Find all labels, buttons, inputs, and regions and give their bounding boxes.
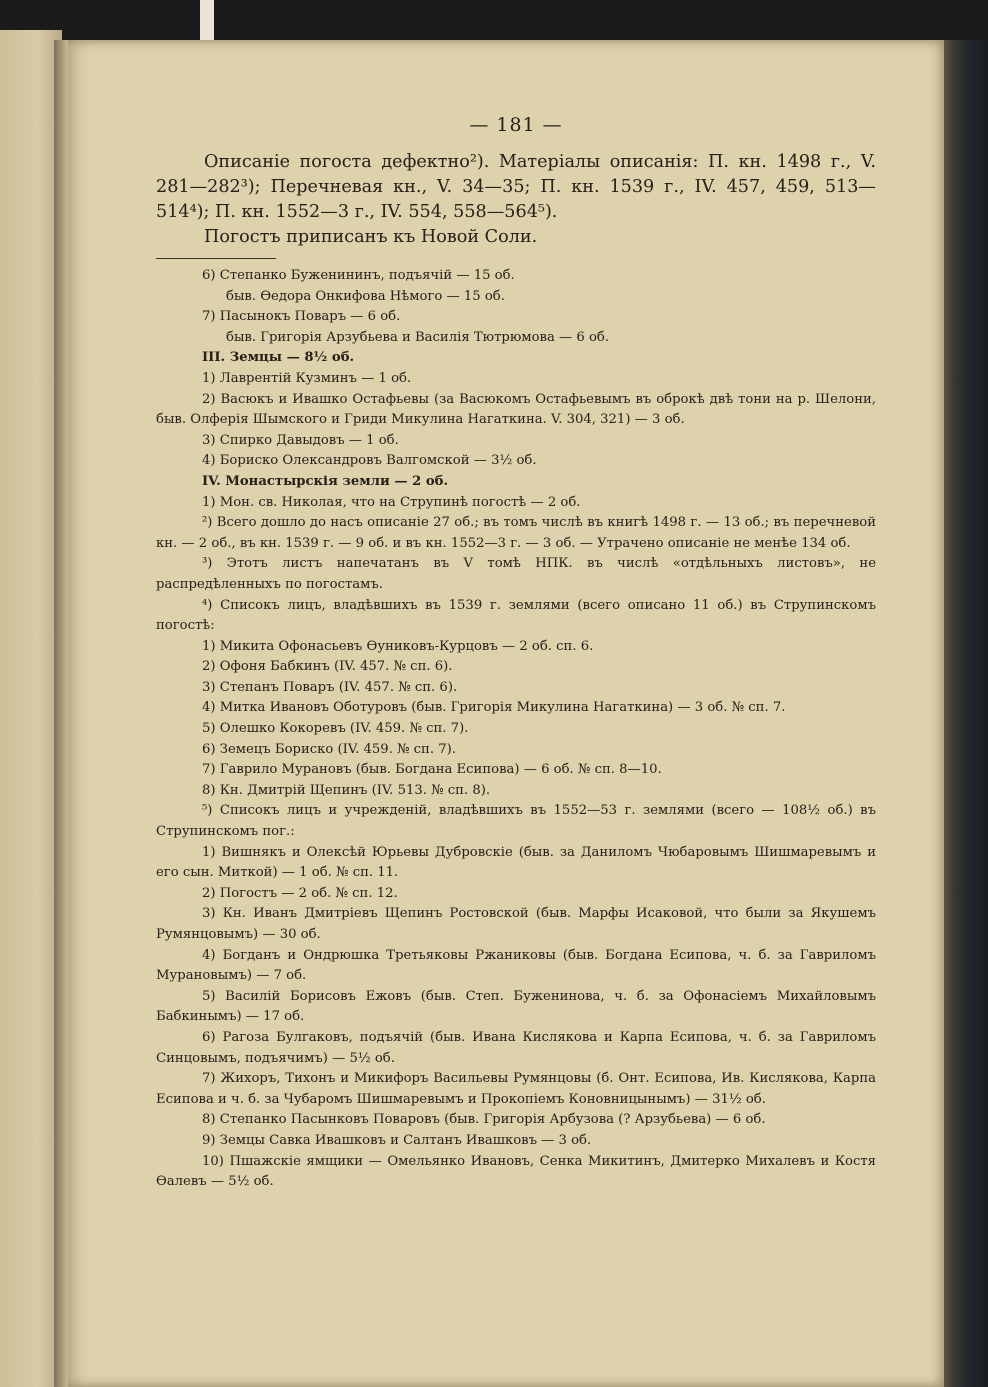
footnote-line: ⁵) Списокъ лицъ и учрежденій, владѣвшихъ въ 1552—53 г. землями (всего — 108½ об.) въ Струпинскомъ пог.: [156, 803, 876, 840]
footnote-line: 1) Лаврентій Кузминъ — 1 об. [202, 370, 412, 386]
footnote-line: 5) Олешко Кокоревъ (IV. 459. № сп. 7). [202, 721, 469, 737]
description-paragraph: Описаніе погоста дефектно²). Матеріалы описанія: П. кн. 1498 г., V. 281—282³); Перечневая кн., V. 34—35; П. кн. 1539 г., IV. 457, 459, 513—514⁴); П. кн. 1552—3 г., IV. 554, 558—564⁵). [156, 152, 876, 222]
footnote-line: 1) Вишнякъ и Олексѣй Юрьевы Дубровскіе (быв. за Даниломъ Чюбаровымъ Шишмаревымъ и его сын. Миткой) — 1 об. № сп. 11. [156, 844, 876, 881]
footnote-line: 6) Рагоза Булгаковъ, подъячій (быв. Ивана Кислякова и Карпа Есипова, ч. б. за Гавриломъ Синцовымъ, подъячимъ) — 5½ об. [156, 1029, 876, 1066]
footnote-line: 7) Пасынокъ Поваръ — 6 об. [202, 309, 401, 325]
footnote-line: 1) Микита Офонасьевъ Ѳуниковъ-Курцовъ — 2 об. сп. 6. [202, 638, 594, 654]
footnote-line: 4) Богданъ и Ондрюшка Третьяковы Ржаниковы (быв. Богдана Есипова, ч. б. за Гавриломъ Мурановымъ) — 7 об. [156, 947, 876, 984]
footnotes [156, 266, 876, 1193]
footnote-line: 6) Степанко Буженининъ, подъячій — 15 об. [202, 268, 515, 283]
main-text [156, 150, 876, 250]
page-number: — 181 — [469, 114, 563, 136]
footnote-line: 3) Спирко Давыдовъ — 1 об. [202, 432, 399, 448]
footnote-line: 10) Пшажскіе ямщики — Омельянко Ивановъ, Сенка Микитинъ, Дмитерко Михалевъ и Костя Ѳалевъ — 5½ об. [156, 1153, 876, 1190]
footnote-line: 2) Васюкъ и Ивашко Остафьевы (за Васюкомъ Остафьевымъ въ оброкѣ двѣ тони на р. Шелони, быв. Олферія Шымского и Гриди Микулина Нагаткина. V. 304, 321) — 3 об. [156, 391, 876, 428]
left-page-edge [200, 0, 214, 40]
footnote-line: 2) Погостъ — 2 об. № сп. 12. [202, 885, 398, 901]
footnote-line: 3) Степанъ Поваръ (IV. 457. № сп. 6). [202, 679, 458, 695]
footnote-line: 9) Земцы Савка Ивашковъ и Салтанъ Ивашковъ — 3 об. [202, 1132, 592, 1148]
footnote-line: 1) Мон. св. Николая, что на Струпинѣ погостѣ — 2 об. [202, 494, 581, 510]
book-page [68, 40, 944, 1387]
footnote-line: 8) Степанко Пасынковъ Поваровъ (быв. Григорія Арбузова (? Арзубьева) — 6 об. [202, 1112, 766, 1128]
footnote-line: 7) Жихоръ, Тихонъ и Микифоръ Васильевы Румянцовы (б. Онт. Есипова, Ив. Кислякова, Карпа Есипова и ч. б. за Чубаромъ Шишмаревымъ и Прокопіемъ Коновницынымъ) — 31½ об. [156, 1071, 876, 1107]
footnote-line: 5) Василій Борисовъ Ежовъ (быв. Степ. Буженинова, ч. б. за Офонасіемъ Михайловымъ Бабкинымъ) — 17 об. [156, 988, 876, 1025]
footnote-line: 7) Гаврило Мурановъ (быв. Богдана Есипова) — 6 об. № сп. 8—10. [202, 762, 662, 778]
footnote-line: 4) Митка Ивановъ Оботуровъ (быв. Григорія Микулина Нагаткина) — 3 об. № сп. 7. [202, 700, 786, 716]
book-background-top [0, 0, 988, 40]
footnote-line: 4) Бориско Олександровъ Валгомской — 3½ об. [202, 453, 537, 469]
footnote-divider [156, 258, 276, 259]
footnote-line: 6) Земецъ Бориско (IV. 459. № сп. 7). [202, 741, 456, 757]
section-heading: IV. Монастырскія земли — 2 об. [202, 473, 449, 489]
footnote-line: ²) Всего дошло до насъ описаніе 27 об.; въ томъ числѣ въ книгѣ 1498 г. — 13 об.; въ перечневой кн. — 2 об., въ кн. 1539 г. — 9 об. и въ кн. 1552—3 г. — 3 об. — Утрачено описаніе не менѣе 134 об. [156, 515, 876, 551]
section-heading: III. Земцы — 8½ об. [202, 350, 355, 366]
footnote-line: быв. Ѳедора Онкифова Нѣмого — 15 об. [226, 288, 505, 304]
footnote-line: 8) Кн. Дмитрій Щепинъ (IV. 513. № сп. 8). [202, 782, 491, 798]
footnote-line: 3) Кн. Иванъ Дмитріевъ Щепинъ Ростовской (быв. Марфы Исаковой, что были за Якушемъ Румянцовымъ) — 30 об. [156, 906, 876, 942]
footnote-line: быв. Григорія Арзубьева и Василія Тютрюмова — 6 об. [226, 329, 610, 345]
book-cover-edge [940, 40, 988, 1387]
footnote-line: ³) Этотъ листъ напечатанъ въ V томѣ НПК. въ числѣ «отдѣльныхъ листовъ», не распредѣленныхъ по погостамъ. [156, 556, 876, 592]
left-page-strip [0, 30, 62, 1387]
pogost-paragraph: Погостъ приписанъ къ Новой Соли. [204, 227, 538, 247]
footnote-line: 2) Офоня Бабкинъ (IV. 457. № сп. 6). [202, 659, 453, 675]
footnote-line: ⁴) Списокъ лицъ, владѣвшихъ въ 1539 г. землями (всего описано 11 об.) въ Струпинскомъ погостѣ: [156, 597, 876, 634]
